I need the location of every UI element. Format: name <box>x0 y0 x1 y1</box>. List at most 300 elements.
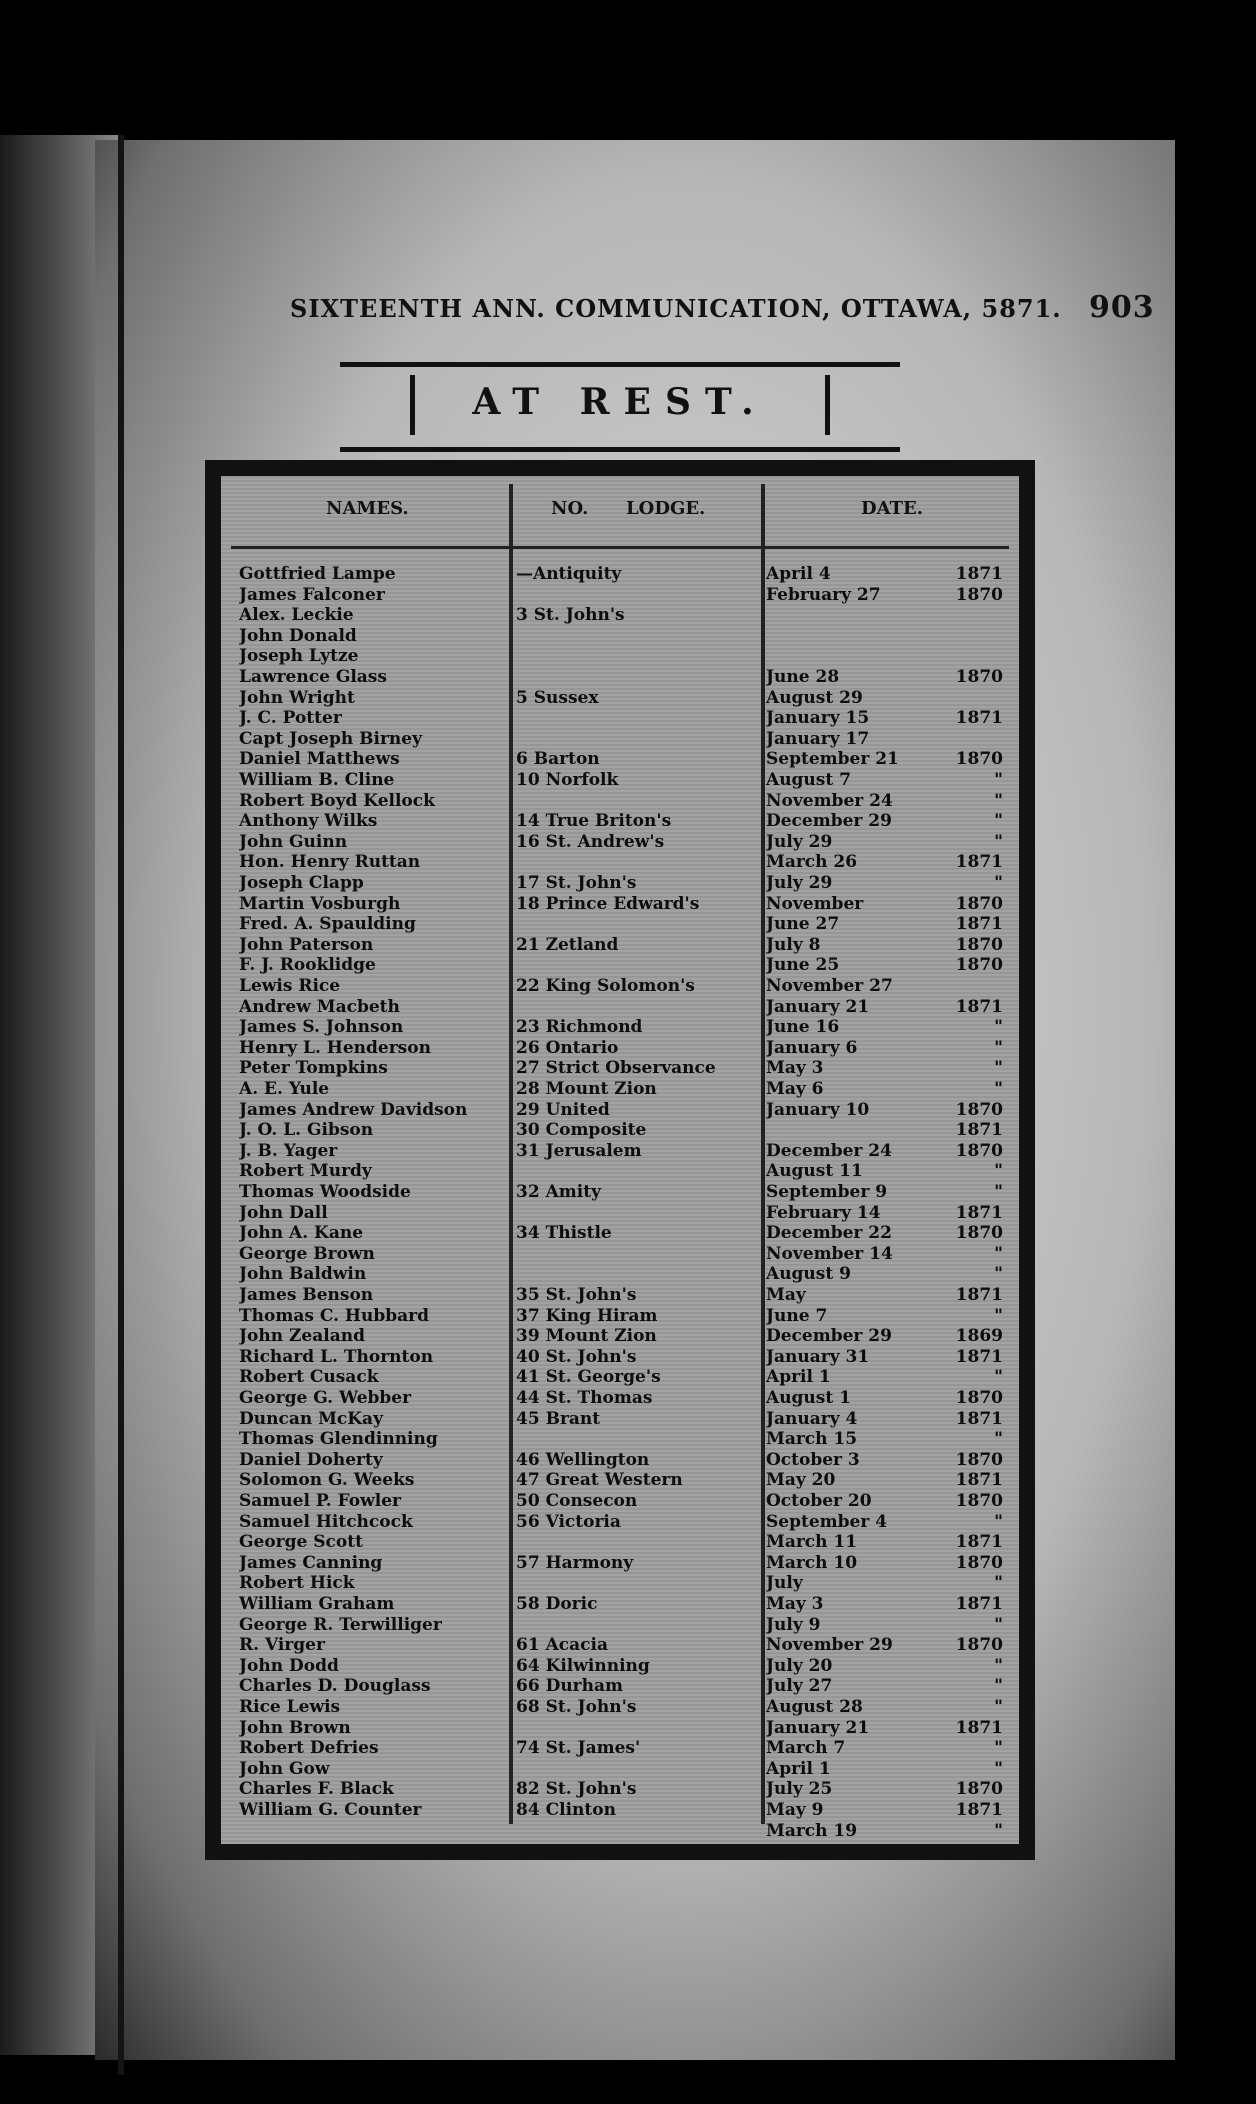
lodge-cell <box>516 1244 766 1264</box>
lodge-cell-text: 66 Durham <box>516 1676 623 1697</box>
lodge-cell-text: 57 Harmony <box>516 1552 634 1573</box>
date-cell <box>766 1120 1011 1140</box>
section-title: AT REST. <box>472 381 768 423</box>
page-number: 903 <box>1089 290 1155 325</box>
name-cell <box>239 1264 511 1284</box>
date-cell-text: April 1 <box>766 1367 831 1388</box>
name-cell-text: Joseph Clapp <box>239 873 364 893</box>
year-text: " <box>994 1037 1003 1058</box>
lodge-cell <box>516 935 766 955</box>
name-cell <box>239 1182 511 1202</box>
date-cell-text: October 20 <box>766 1491 872 1511</box>
lodge-cell <box>516 1182 766 1202</box>
name-cell-text: John Brown <box>239 1717 351 1738</box>
name-cell-text: John Dodd <box>239 1655 339 1676</box>
name-cell-text: Daniel Matthews <box>239 749 400 770</box>
year-text: " <box>994 873 1003 893</box>
date-cell-text: November 29 <box>766 1635 893 1656</box>
date-cell-text: April 1 <box>766 1758 831 1779</box>
name-cell-text: Charles D. Douglass <box>239 1676 431 1697</box>
year-text: " <box>994 1573 1003 1594</box>
name-cell <box>239 770 511 790</box>
name-cell-text: Lewis Rice <box>239 976 341 996</box>
name-cell <box>239 935 511 955</box>
name-cell-text: Alex. Leckie <box>239 605 354 626</box>
year-text: 1870 <box>955 955 1003 976</box>
col-header-no: NO. <box>551 498 589 519</box>
date-cell <box>766 1017 1011 1037</box>
lodge-cell <box>516 605 766 625</box>
name-cell <box>239 894 511 914</box>
lodge-cell-text: 68 St. John's <box>516 1697 637 1717</box>
date-cell <box>766 1285 1011 1305</box>
name-cell <box>239 1450 511 1470</box>
name-cell-text: John Gow <box>239 1758 330 1779</box>
date-cell <box>766 1306 1011 1326</box>
lodge-cell <box>516 1656 766 1676</box>
lodge-cell <box>516 1367 766 1387</box>
date-cell-text: February 14 <box>766 1202 881 1223</box>
name-cell-text: Joseph Lytze <box>239 646 359 667</box>
name-cell <box>239 1347 511 1367</box>
lodge-cell <box>516 1058 766 1078</box>
name-cell-text: Fred. A. Spaulding <box>239 914 416 935</box>
name-cell-text: John Paterson <box>239 934 374 955</box>
name-cell <box>239 1553 511 1573</box>
date-cell <box>766 1182 1011 1202</box>
name-cell <box>239 997 511 1017</box>
lodge-cell-text: 32 Amity <box>516 1182 601 1202</box>
year-text: 1871 <box>955 1717 1003 1738</box>
lodge-cell <box>516 688 766 708</box>
date-cell <box>766 585 1011 605</box>
name-cell <box>239 1161 511 1181</box>
lodge-cell <box>516 894 766 914</box>
year-text: 1871 <box>955 1532 1003 1553</box>
year-text: 1870 <box>955 1552 1003 1573</box>
date-cell <box>766 1223 1011 1243</box>
date-cell-text: August 7 <box>766 770 851 790</box>
date-cell-text: January 21 <box>766 1717 870 1738</box>
date-cell <box>766 667 1011 687</box>
date-cell-text: November 27 <box>766 976 893 996</box>
name-cell <box>239 811 511 831</box>
lodge-cell <box>516 626 766 646</box>
lodge-cell <box>516 1718 766 1738</box>
name-cell <box>239 708 511 728</box>
name-cell-text: James Benson <box>239 1285 374 1305</box>
lodge-cell <box>516 914 766 934</box>
date-cell <box>766 1141 1011 1161</box>
lodge-cell <box>516 1491 766 1511</box>
name-cell <box>239 1367 511 1387</box>
lodge-cell-text: 27 Strict Observance <box>516 1058 716 1079</box>
lodge-cell <box>516 873 766 893</box>
name-cell <box>239 667 511 687</box>
date-cell-text: May 3 <box>766 1058 824 1079</box>
name-cell-text: William Graham <box>239 1594 395 1614</box>
date-cell <box>766 1161 1011 1181</box>
date-cell <box>766 1532 1011 1552</box>
date-cell-text: May 6 <box>766 1079 824 1099</box>
name-cell <box>239 1038 511 1058</box>
lodge-cell <box>516 1615 766 1635</box>
name-cell-text: William B. Cline <box>239 770 395 790</box>
name-cell <box>239 1738 511 1758</box>
name-cell <box>239 1079 511 1099</box>
name-cell-text: Gottfried Lampe <box>239 564 396 584</box>
date-cell-text: September 21 <box>766 749 899 770</box>
date-cell <box>766 1388 1011 1408</box>
lodge-cell <box>516 585 766 605</box>
year-text: 1871 <box>955 1202 1003 1223</box>
name-cell-text: Capt Joseph Birney <box>239 728 422 749</box>
date-cell <box>766 976 1011 996</box>
date-cell <box>766 1676 1011 1696</box>
lodge-cell <box>516 770 766 790</box>
name-cell <box>239 1120 511 1140</box>
lodge-cell-text: 40 St. John's <box>516 1346 637 1367</box>
name-cell <box>239 873 511 893</box>
year-text: 1871 <box>955 1346 1003 1367</box>
date-cell-text: July 20 <box>766 1655 833 1676</box>
date-cell <box>766 1203 1011 1223</box>
name-cell-text: James Canning <box>239 1552 383 1573</box>
lodge-cell-text: 26 Ontario <box>516 1037 619 1058</box>
date-cell-text: July 9 <box>766 1614 821 1635</box>
year-text: 1871 <box>955 996 1003 1017</box>
lodge-cell-text: 45 Brant <box>516 1408 601 1429</box>
col-header-names: NAMES. <box>326 498 409 519</box>
name-cell <box>239 976 511 996</box>
name-cell <box>239 1017 511 1037</box>
lodge-cell <box>516 976 766 996</box>
date-cell-text: March 10 <box>766 1552 858 1573</box>
date-cell-text: March 7 <box>766 1738 846 1759</box>
lodge-cell <box>516 1409 766 1429</box>
lodge-cell <box>516 811 766 831</box>
lodge-cell-text: 35 St. John's <box>516 1285 637 1305</box>
name-cell-text: George G. Webber <box>239 1388 412 1408</box>
date-cell <box>766 1100 1011 1120</box>
date-cell-text: July 8 <box>766 934 821 955</box>
date-cell <box>766 708 1011 728</box>
lodge-cell <box>516 729 766 749</box>
name-cell <box>239 564 511 584</box>
lodge-cell-text: 37 King Hiram <box>516 1305 658 1326</box>
name-cell-text: John A. Kane <box>239 1223 364 1244</box>
year-text: 1871 <box>955 1800 1003 1820</box>
date-cell-text: August 11 <box>766 1161 863 1182</box>
year-text: 1871 <box>955 914 1003 935</box>
name-cell <box>239 1718 511 1738</box>
lodge-cell <box>516 1347 766 1367</box>
lodge-cell-text: 14 True Briton's <box>516 811 672 832</box>
date-cell-text: August 28 <box>766 1697 863 1717</box>
name-cell <box>239 749 511 769</box>
date-cell-text: June 25 <box>766 955 840 976</box>
year-text: " <box>994 1079 1003 1099</box>
lodge-cell <box>516 1573 766 1593</box>
name-cell <box>239 1573 511 1593</box>
date-cell-text: February 27 <box>766 584 881 605</box>
date-cell-text: November 14 <box>766 1243 893 1264</box>
lodge-cell <box>516 1017 766 1037</box>
date-cell-text: March 15 <box>766 1429 858 1450</box>
name-cell <box>239 1203 511 1223</box>
date-cell <box>766 1429 1011 1449</box>
lodge-cell <box>516 1594 766 1614</box>
lodge-cell-text: 3 St. John's <box>516 605 625 626</box>
year-text: 1870 <box>955 749 1003 770</box>
date-cell-text: May <box>766 1285 806 1305</box>
date-cell <box>766 646 1011 666</box>
name-cell <box>239 1697 511 1717</box>
date-cell <box>766 1697 1011 1717</box>
name-cell <box>239 1635 511 1655</box>
lodge-cell-text: —Antiquity <box>516 564 622 584</box>
lodge-cell <box>516 1635 766 1655</box>
name-cell <box>239 1470 511 1490</box>
lodge-cell-text: 18 Prince Edward's <box>516 893 700 914</box>
lodge-cell-text: 58 Doric <box>516 1594 598 1614</box>
lodge-cell <box>516 1738 766 1758</box>
name-cell-text: Andrew Macbeth <box>239 996 400 1017</box>
date-cell <box>766 1244 1011 1264</box>
date-cell-text: September 4 <box>766 1511 888 1532</box>
name-cell <box>239 791 511 811</box>
name-cell-text: Samuel Hitchcock <box>239 1511 413 1532</box>
date-cell-text: December 22 <box>766 1223 892 1244</box>
date-cell-text: January 17 <box>766 728 870 749</box>
name-cell-text: Robert Murdy <box>239 1161 372 1182</box>
date-cell <box>766 1079 1011 1099</box>
date-cell <box>766 1409 1011 1429</box>
year-text: 1871 <box>955 1594 1003 1614</box>
date-cell <box>766 1058 1011 1078</box>
year-text: 1870 <box>955 667 1003 687</box>
lodge-cell <box>516 997 766 1017</box>
lodge-cell <box>516 1779 766 1799</box>
name-cell-text: Rice Lewis <box>239 1697 341 1717</box>
date-cell <box>766 1759 1011 1779</box>
date-cell <box>766 1800 1011 1820</box>
date-cell <box>766 605 1011 625</box>
date-cell-text: December 29 <box>766 1326 892 1347</box>
date-cell <box>766 1512 1011 1532</box>
year-text: " <box>994 1367 1003 1388</box>
name-cell-text: James Andrew Davidson <box>239 1099 468 1120</box>
lodge-cell <box>516 1388 766 1408</box>
date-cell <box>766 1656 1011 1676</box>
name-cell <box>239 646 511 666</box>
name-cell <box>239 1821 511 1841</box>
lodge-cell-text: 30 Composite <box>516 1120 647 1141</box>
date-cell-text: September 9 <box>766 1182 888 1202</box>
year-text: 1869 <box>955 1326 1003 1347</box>
lodge-cell-text: 56 Victoria <box>516 1511 621 1532</box>
lodge-cell <box>516 1285 766 1305</box>
year-text: 1871 <box>955 1285 1003 1305</box>
year-text: " <box>994 1614 1003 1635</box>
lodge-cell-text: 22 King Solomon's <box>516 976 695 996</box>
date-cell <box>766 688 1011 708</box>
lodge-cell <box>516 1306 766 1326</box>
name-cell-text: Robert Boyd Kellock <box>239 790 435 811</box>
date-cell-text: August 1 <box>766 1388 851 1408</box>
date-cell-text: January 31 <box>766 1346 870 1367</box>
name-cell <box>239 1759 511 1779</box>
lodge-cell <box>516 1203 766 1223</box>
date-cell-text: July 29 <box>766 873 833 893</box>
year-text: " <box>994 1305 1003 1326</box>
name-cell <box>239 729 511 749</box>
lodge-cell <box>516 832 766 852</box>
year-text: " <box>994 1017 1003 1038</box>
name-cell <box>239 1594 511 1614</box>
date-cell <box>766 791 1011 811</box>
lodge-cell <box>516 1676 766 1696</box>
name-cell-text: Robert Cusack <box>239 1367 379 1388</box>
date-cell-text: May 9 <box>766 1800 824 1820</box>
name-cell <box>239 1244 511 1264</box>
name-cell <box>239 1676 511 1696</box>
name-cell-text: Duncan McKay <box>239 1408 383 1429</box>
date-cell-text: June 7 <box>766 1305 828 1326</box>
date-cell-text: January 6 <box>766 1037 858 1058</box>
lodge-cell <box>516 1470 766 1490</box>
date-cell-text: July 25 <box>766 1779 833 1800</box>
date-cell <box>766 1347 1011 1367</box>
name-cell-text: A. E. Yule <box>239 1079 330 1099</box>
name-cell-text: Anthony Wilks <box>239 811 378 832</box>
year-text: " <box>994 1820 1003 1841</box>
lodge-cell-text: 82 St. John's <box>516 1779 637 1800</box>
name-cell-text: Richard L. Thornton <box>239 1346 434 1367</box>
name-cell-text: Martin Vosburgh <box>239 893 401 914</box>
date-cell-text: April 4 <box>766 564 831 584</box>
lodge-cell-text: 28 Mount Zion <box>516 1079 657 1099</box>
name-cell <box>239 1141 511 1161</box>
lodge-cell-text: 47 Great Western <box>516 1470 683 1491</box>
date-cell <box>766 1491 1011 1511</box>
lodge-cell <box>516 1141 766 1161</box>
year-text: 1871 <box>955 564 1003 584</box>
name-cell <box>239 1512 511 1532</box>
date-cell <box>766 770 1011 790</box>
name-cell-text: Solomon G. Weeks <box>239 1470 415 1491</box>
year-text: " <box>994 1738 1003 1759</box>
name-cell-text: J. B. Yager <box>239 1140 338 1161</box>
name-cell <box>239 605 511 625</box>
year-text: " <box>994 1243 1003 1264</box>
date-cell <box>766 873 1011 893</box>
name-cell-text: George Brown <box>239 1243 375 1264</box>
date-cell <box>766 955 1011 975</box>
name-cell <box>239 832 511 852</box>
date-cell <box>766 1594 1011 1614</box>
lodge-cell <box>516 1079 766 1099</box>
year-text: " <box>994 1655 1003 1676</box>
date-cell <box>766 1264 1011 1284</box>
date-cell-text: August 9 <box>766 1264 851 1285</box>
name-cell <box>239 1058 511 1078</box>
lodge-cell-text: 46 Wellington <box>516 1449 650 1470</box>
lodge-cell <box>516 667 766 687</box>
date-cell <box>766 997 1011 1017</box>
table-body <box>221 476 1019 1844</box>
date-cell <box>766 935 1011 955</box>
name-cell-text: John Wright <box>239 687 355 708</box>
name-cell-text: Charles F. Black <box>239 1779 394 1800</box>
col-header-date: DATE. <box>861 498 923 519</box>
lodge-cell-text: 29 United <box>516 1099 610 1120</box>
lodge-cell-text: 39 Mount Zion <box>516 1326 657 1347</box>
name-cell <box>239 1306 511 1326</box>
name-cell-text: Peter Tompkins <box>239 1058 388 1079</box>
year-text: " <box>994 831 1003 852</box>
lodge-cell <box>516 955 766 975</box>
date-cell <box>766 564 1011 584</box>
name-cell-text: William G. Counter <box>239 1800 422 1820</box>
date-cell-text: October 3 <box>766 1449 860 1470</box>
lodge-cell-text: 41 St. George's <box>516 1367 661 1388</box>
lodge-cell-text: 21 Zetland <box>516 934 619 955</box>
lodge-cell <box>516 1800 766 1820</box>
lodge-cell <box>516 1120 766 1140</box>
lodge-cell-text: 10 Norfolk <box>516 770 619 790</box>
year-text: 1870 <box>955 1779 1003 1800</box>
lodge-cell-text: 50 Consecon <box>516 1491 638 1511</box>
date-cell-text: August 29 <box>766 687 863 708</box>
year-text: " <box>994 1161 1003 1182</box>
name-cell <box>239 688 511 708</box>
lodge-cell-text: 64 Kilwinning <box>516 1655 650 1676</box>
lodge-cell <box>516 646 766 666</box>
name-cell <box>239 1388 511 1408</box>
lodge-cell-text: 34 Thistle <box>516 1223 612 1244</box>
name-cell-text: John Guinn <box>239 831 348 852</box>
year-text: 1870 <box>955 1635 1003 1656</box>
name-cell <box>239 914 511 934</box>
year-text: 1871 <box>955 1470 1003 1491</box>
date-cell-text: January 21 <box>766 996 870 1017</box>
name-cell <box>239 852 511 872</box>
year-text: " <box>994 1511 1003 1532</box>
date-cell <box>766 1367 1011 1387</box>
name-cell-text: J. C. Potter <box>239 708 342 729</box>
name-cell-text: Henry L. Henderson <box>239 1037 431 1058</box>
date-cell-text: January 10 <box>766 1099 870 1120</box>
date-cell-text: January 4 <box>766 1408 858 1429</box>
name-cell <box>239 1491 511 1511</box>
date-cell <box>766 1718 1011 1738</box>
lodge-cell-text: 84 Clinton <box>516 1800 616 1820</box>
header-rule <box>231 546 1009 549</box>
name-cell-text: John Donald <box>239 625 357 646</box>
running-title: SIXTEENTH ANN. COMMUNICATION, OTTAWA, 5871. <box>290 294 1062 323</box>
date-cell-text: December 29 <box>766 811 892 832</box>
date-cell <box>766 811 1011 831</box>
date-cell-text: November 24 <box>766 790 893 811</box>
name-cell <box>239 1429 511 1449</box>
name-cell-text: Thomas Glendinning <box>239 1429 438 1450</box>
lodge-cell <box>516 1264 766 1284</box>
date-cell-text: January 15 <box>766 708 870 729</box>
year-text: " <box>994 1429 1003 1450</box>
date-cell <box>766 894 1011 914</box>
name-cell-text: James Falconer <box>239 584 385 605</box>
